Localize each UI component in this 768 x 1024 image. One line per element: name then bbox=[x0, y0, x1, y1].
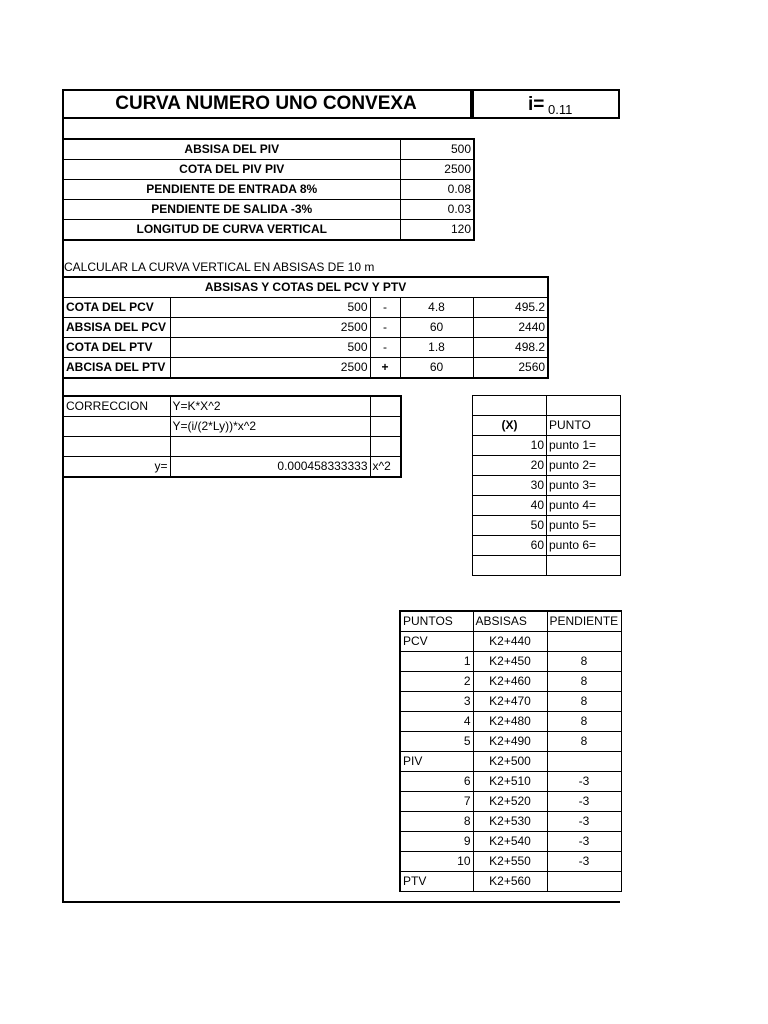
estacion-row bbox=[400, 652, 621, 672]
estacion-row bbox=[400, 852, 621, 872]
estacion-row bbox=[400, 872, 621, 892]
absisas-header[interactable]: ABSISAS bbox=[473, 611, 547, 632]
puntos-x-row bbox=[473, 496, 621, 516]
pcv-ptv-label[interactable]: COTA DEL PCV bbox=[63, 298, 170, 318]
estacion-absisa[interactable]: K2+550 bbox=[473, 852, 547, 872]
estacion-punto[interactable]: PTV bbox=[400, 872, 473, 892]
pcv-ptv-b[interactable]: 60 bbox=[400, 318, 473, 338]
param-label[interactable]: COTA DEL PIV PIV bbox=[63, 160, 400, 180]
estacion-absisa[interactable]: K2+500 bbox=[473, 752, 547, 772]
pcv-ptv-label[interactable]: ABCISA DEL PTV bbox=[63, 358, 170, 379]
estacion-pendiente[interactable] bbox=[547, 752, 621, 772]
pcv-ptv-row bbox=[63, 358, 548, 379]
page-title: CURVA NUMERO UNO CONVEXA bbox=[115, 93, 417, 114]
empty-cell[interactable] bbox=[370, 396, 401, 417]
x-value[interactable]: 60 bbox=[473, 536, 547, 556]
estacion-punto[interactable]: 10 bbox=[400, 852, 473, 872]
estacion-punto[interactable]: 6 bbox=[400, 772, 473, 792]
x-value[interactable]: 30 bbox=[473, 476, 547, 496]
y-label[interactable]: y= bbox=[63, 457, 170, 478]
pcv-ptv-b[interactable]: 60 bbox=[400, 358, 473, 379]
param-row bbox=[63, 220, 474, 241]
pcv-ptv-row bbox=[63, 318, 548, 338]
estaciones-header-row bbox=[400, 611, 621, 632]
pcv-ptv-b[interactable]: 4.8 bbox=[400, 298, 473, 318]
correccion-table bbox=[62, 395, 402, 478]
pcv-ptv-label[interactable]: COTA DEL PTV bbox=[63, 338, 170, 358]
puntos-x-table bbox=[472, 395, 621, 576]
empty-cell[interactable] bbox=[473, 556, 547, 576]
estacion-punto[interactable]: 5 bbox=[400, 732, 473, 752]
estacion-absisa[interactable]: K2+540 bbox=[473, 832, 547, 852]
estacion-pendiente[interactable] bbox=[547, 872, 621, 892]
empty-cell[interactable] bbox=[370, 437, 401, 457]
param-row bbox=[63, 200, 474, 220]
puntos-x-row bbox=[473, 396, 621, 416]
pcv-ptv-a[interactable]: 2500 bbox=[170, 358, 370, 379]
estacion-absisa[interactable]: K2+450 bbox=[473, 652, 547, 672]
punto-header[interactable]: PUNTO bbox=[547, 416, 621, 436]
empty-cell[interactable] bbox=[170, 437, 370, 457]
punto-label[interactable]: punto 5= bbox=[547, 516, 621, 536]
title-cell[interactable] bbox=[62, 89, 472, 119]
estacion-punto[interactable]: PIV bbox=[400, 752, 473, 772]
param-label[interactable]: PENDIENTE DE ENTRADA 8% bbox=[63, 180, 400, 200]
param-label[interactable]: PENDIENTE DE SALIDA -3% bbox=[63, 200, 400, 220]
punto-label[interactable]: punto 1= bbox=[547, 436, 621, 456]
pcv-ptv-op[interactable]: + bbox=[370, 358, 400, 379]
formula-1[interactable]: Y=K*X^2 bbox=[170, 396, 370, 417]
correccion-row bbox=[63, 457, 401, 478]
puntos-x-row bbox=[473, 476, 621, 496]
i-cell[interactable] bbox=[472, 89, 620, 119]
correccion-row bbox=[63, 396, 401, 417]
param-value[interactable]: 500 bbox=[400, 139, 474, 160]
estacion-punto[interactable]: 3 bbox=[400, 692, 473, 712]
pcv-ptv-result[interactable]: 2440 bbox=[473, 318, 548, 338]
estacion-row bbox=[400, 812, 621, 832]
estacion-row bbox=[400, 752, 621, 772]
x-value[interactable]: 20 bbox=[473, 456, 547, 476]
correccion-label[interactable]: CORRECCION bbox=[63, 396, 170, 417]
params-table bbox=[62, 138, 475, 241]
estacion-pendiente[interactable]: -3 bbox=[547, 812, 621, 832]
estacion-pendiente[interactable]: 8 bbox=[547, 732, 621, 752]
pcv-ptv-result[interactable]: 495.2 bbox=[473, 298, 548, 318]
estacion-absisa[interactable]: K2+460 bbox=[473, 672, 547, 692]
correccion-row bbox=[63, 417, 401, 437]
i-label: i= bbox=[528, 94, 545, 115]
pcv-ptv-row bbox=[63, 338, 548, 358]
estacion-pendiente[interactable]: 8 bbox=[547, 672, 621, 692]
estacion-pendiente[interactable]: 8 bbox=[547, 692, 621, 712]
param-label[interactable]: LONGITUD DE CURVA VERTICAL bbox=[63, 220, 400, 241]
pcv-ptv-a[interactable]: 2500 bbox=[170, 318, 370, 338]
estacion-absisa[interactable]: K2+520 bbox=[473, 792, 547, 812]
frame-bottom-border bbox=[62, 901, 620, 903]
estacion-punto[interactable]: 7 bbox=[400, 792, 473, 812]
estacion-row bbox=[400, 732, 621, 752]
puntos-header[interactable]: PUNTOS bbox=[400, 611, 473, 632]
punto-label[interactable]: punto 2= bbox=[547, 456, 621, 476]
estacion-row bbox=[400, 672, 621, 692]
estaciones-table bbox=[399, 610, 622, 892]
estacion-pendiente[interactable]: -3 bbox=[547, 772, 621, 792]
correccion-row bbox=[63, 437, 401, 457]
estacion-pendiente[interactable]: -3 bbox=[547, 792, 621, 812]
estacion-pendiente[interactable]: 8 bbox=[547, 652, 621, 672]
estacion-pendiente[interactable] bbox=[547, 632, 621, 652]
pcv-ptv-header[interactable]: ABSISAS Y COTAS DEL PCV Y PTV bbox=[63, 277, 548, 298]
pcv-ptv-table bbox=[62, 276, 549, 379]
empty-cell[interactable] bbox=[473, 396, 547, 416]
pcv-ptv-result[interactable]: 2560 bbox=[473, 358, 548, 379]
puntos-x-row bbox=[473, 436, 621, 456]
estacion-absisa[interactable]: K2+470 bbox=[473, 692, 547, 712]
x-header[interactable]: (X) bbox=[473, 416, 547, 436]
i-value: 0.11 bbox=[548, 102, 573, 117]
param-value[interactable]: 2500 bbox=[400, 160, 474, 180]
pcv-ptv-row bbox=[63, 298, 548, 318]
estacion-absisa[interactable]: K2+480 bbox=[473, 712, 547, 732]
puntos-x-row bbox=[473, 556, 621, 576]
estacion-pendiente[interactable]: -3 bbox=[547, 852, 621, 872]
punto-label[interactable]: punto 6= bbox=[547, 536, 621, 556]
empty-cell[interactable] bbox=[63, 417, 170, 437]
estacion-row bbox=[400, 832, 621, 852]
param-value[interactable]: 0.08 bbox=[400, 180, 474, 200]
pcv-ptv-b[interactable]: 1.8 bbox=[400, 338, 473, 358]
estacion-row bbox=[400, 772, 621, 792]
estacion-punto[interactable]: 2 bbox=[400, 672, 473, 692]
x-value[interactable]: 10 bbox=[473, 436, 547, 456]
param-value[interactable]: 120 bbox=[400, 220, 474, 241]
param-row bbox=[63, 139, 474, 160]
estacion-absisa[interactable]: K2+440 bbox=[473, 632, 547, 652]
empty-cell[interactable] bbox=[370, 417, 401, 437]
puntos-x-row bbox=[473, 536, 621, 556]
estacion-row bbox=[400, 792, 621, 812]
empty-cell[interactable] bbox=[547, 556, 621, 576]
pcv-ptv-op[interactable]: - bbox=[370, 338, 400, 358]
puntos-x-row bbox=[473, 456, 621, 476]
param-row bbox=[63, 180, 474, 200]
pcv-ptv-a[interactable]: 500 bbox=[170, 338, 370, 358]
estacion-absisa[interactable]: K2+560 bbox=[473, 872, 547, 892]
punto-label[interactable]: punto 4= bbox=[547, 496, 621, 516]
estacion-row bbox=[400, 632, 621, 652]
estacion-absisa[interactable]: K2+490 bbox=[473, 732, 547, 752]
formula-2[interactable]: Y=(i/(2*Ly))*x^2 bbox=[170, 417, 370, 437]
estacion-absisa[interactable]: K2+530 bbox=[473, 812, 547, 832]
estacion-punto[interactable]: 8 bbox=[400, 812, 473, 832]
param-value[interactable]: 0.03 bbox=[400, 200, 474, 220]
estacion-punto[interactable]: 4 bbox=[400, 712, 473, 732]
estacion-pendiente[interactable]: 8 bbox=[547, 712, 621, 732]
calc-note[interactable]: CALCULAR LA CURVA VERTICAL EN ABSISAS DE 10 m bbox=[64, 260, 375, 274]
y-value[interactable]: 0.000458333333 bbox=[170, 457, 370, 478]
param-label[interactable]: ABSISA DEL PIV bbox=[63, 139, 400, 160]
estacion-absisa[interactable]: K2+510 bbox=[473, 772, 547, 792]
pcv-ptv-a[interactable]: 500 bbox=[170, 298, 370, 318]
pendiente-header[interactable]: PENDIENTE bbox=[547, 611, 621, 632]
puntos-x-header-row bbox=[473, 416, 621, 436]
pcv-ptv-result[interactable]: 498.2 bbox=[473, 338, 548, 358]
estacion-pendiente[interactable]: -3 bbox=[547, 832, 621, 852]
estacion-punto[interactable]: 1 bbox=[400, 652, 473, 672]
pcv-ptv-op[interactable]: - bbox=[370, 318, 400, 338]
estacion-punto[interactable]: 9 bbox=[400, 832, 473, 852]
estacion-row bbox=[400, 712, 621, 732]
pcv-ptv-label[interactable]: ABSISA DEL PCV bbox=[63, 318, 170, 338]
punto-label[interactable]: punto 3= bbox=[547, 476, 621, 496]
y-unit[interactable]: x^2 bbox=[370, 457, 401, 478]
x-value[interactable]: 50 bbox=[473, 516, 547, 536]
estacion-row bbox=[400, 692, 621, 712]
puntos-x-row bbox=[473, 516, 621, 536]
pcv-ptv-op[interactable]: - bbox=[370, 298, 400, 318]
x-value[interactable]: 40 bbox=[473, 496, 547, 516]
pcv-ptv-header-row bbox=[63, 277, 548, 298]
param-row bbox=[63, 160, 474, 180]
estacion-punto[interactable]: PCV bbox=[400, 632, 473, 652]
empty-cell[interactable] bbox=[63, 437, 170, 457]
empty-cell[interactable] bbox=[547, 396, 621, 416]
